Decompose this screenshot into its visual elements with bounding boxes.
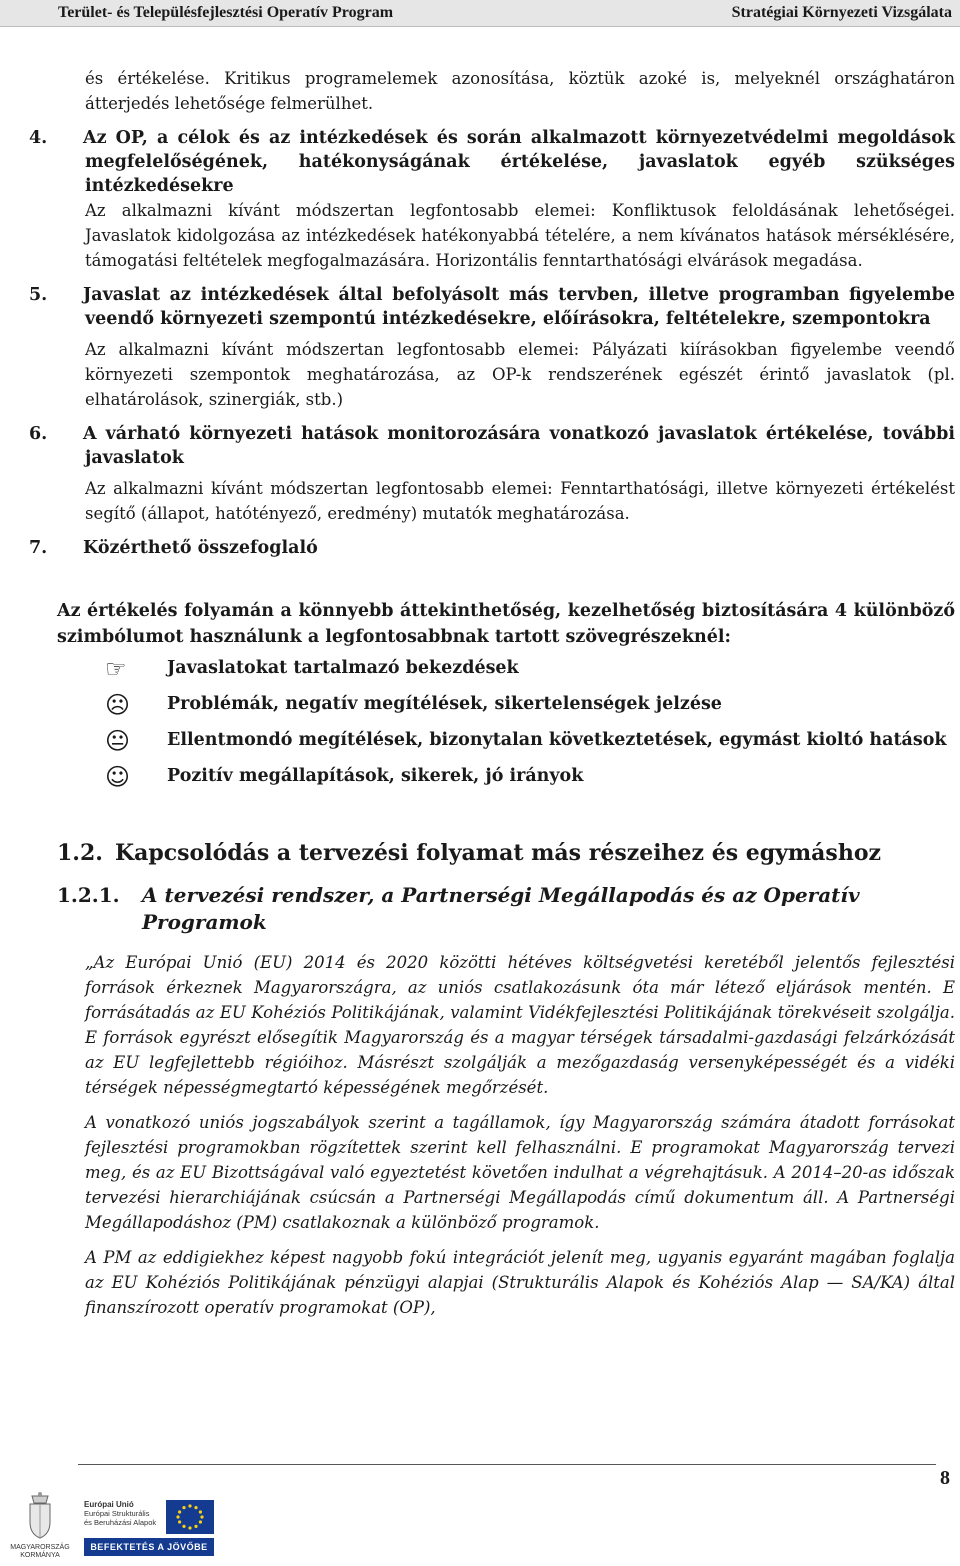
section-title: Kapcsolódás a tervezési folyamat más részeihez és egymáshoz (115, 840, 881, 866)
item-title: A várható környezeti hatások monitorozására vonatkozó javaslatok értékelése, további javaslatok (83, 424, 955, 468)
page-header (0, 0, 960, 27)
quote-paragraph: A vonatkozó uniós jogszabályok szerint a tagállamok, így Magyarország számára átadott forrásokat fejlesztési programokban rögzítettek szerint kell felhasználni. E programokat Magyarország tervezi meg, és az EU Bizottságával való egyeztetést követően indulhat a végrehajtásuk. A 2014–20-as időszak tervezési hierarchiájának csúcsán a Partnerségi Megállapodás című dokumentum áll. A Partnerségi Megállapodáshoz (PM) csatlakoznak a különböző programok. (85, 1113, 955, 1232)
symbol-description: Ellentmondó megítélések, bizonytalan következtetések, egymást kioltó hatások (167, 730, 947, 750)
item-heading (29, 283, 955, 331)
pointing-hand-icon: ☞ (105, 655, 127, 683)
header-document-title: Stratégiai Környezeti Vizsgálata (731, 4, 952, 21)
item-title: Közérthető összefoglaló (83, 538, 318, 558)
investment-banner: BEFEKTETÉS A JÖVŐBE (84, 1538, 214, 1556)
section-heading-1-2-1 (57, 882, 955, 936)
quote-paragraph: „Az Európai Unió (EU) 2014 és 2020 közötti hétéves költségvetési keretéből jelentős fejlesztési források érkeznek Magyarországra, az uniós csatlakozásunk óta már létező eljárások mentén. E forrásátadás az EU Kohéziós Politikájának, valamint Vidékfejlesztési Politikájának törekvéseit szolgálja. E források egyrészt elősegítik Magyarország és a magyar térségek társadalmi-gazdasági felzárkózását az EU legfejlettebb régióihoz. Másrészt szolgálják a mezőgazdaság versenyképességét és a vidéki térségek népességmegtartó képességének megőrzését. (85, 953, 955, 1097)
item-title: Az OP, a célok és az intézkedések és során alkalmazott környezetvédelmi megoldások megfelelőségének, hatékonyságának értékelése, javaslatok egyéb szükséges intézkedésekre (83, 128, 955, 196)
section-title: A tervezési rendszer, a Partnerségi Megállapodás és az Operatív Programok (142, 883, 860, 934)
intro-paragraph: és értékelése. Kritikus programelemek azonosítása, köztük azoké is, melyeknél országhatáron átterjedés lehetősége felmerülhet. (85, 69, 955, 113)
item-heading (29, 126, 955, 198)
quote-paragraph: A PM az eddigiekhez képest nagyobb fokú integrációt jelenít meg, ugyanis egyaránt magában foglalja az EU Kohéziós Politikájának pénzügyi alapjai (Strukturális Alapok és Kohéziós Alap — SA/KA) által finanszírozott operatív programokat (OP), (85, 1248, 955, 1317)
neutral-face-icon: 😐 (105, 727, 131, 755)
footer-divider (78, 1464, 936, 1465)
eu-funds-logo (84, 1500, 214, 1538)
eu-subtitle-2: és Beruházási Alapok (84, 1518, 157, 1527)
symbol-description: Pozitív megállapítások, sikerek, jó irányok (167, 766, 584, 786)
government-label: MAGYARORSZÁG KORMÁNYA (10, 1544, 70, 1559)
symbol-row-positive (57, 762, 955, 792)
section-heading-1-2 (57, 838, 955, 868)
eu-logo-text (84, 1500, 162, 1527)
coat-of-arms-icon (4, 1490, 76, 1544)
list-item-7 (29, 536, 955, 560)
item-body: Az alkalmazni kívánt módszertan legfontosabb elemei: Fenntarthatósági, illetve környezeti értékelést segítő (állapot, hatótényező, eredmény) mutatók meghatározása. (85, 479, 955, 523)
eu-title: Európai Unió (84, 1500, 134, 1509)
section-number: 1.2.1. (57, 883, 120, 907)
symbol-row-contradictory (57, 726, 955, 756)
symbol-row-proposals (57, 654, 955, 684)
section-number: 1.2. (57, 840, 103, 866)
symbol-description: Problémák, negatív megítélések, sikertelenségek jelzése (167, 694, 722, 714)
item-heading (29, 422, 955, 470)
eu-subtitle-1: Európai Strukturális (84, 1509, 150, 1518)
smiley-face-icon: ☺ (105, 763, 131, 791)
eu-flag-icon (166, 1500, 214, 1534)
item-number: 7. (29, 538, 48, 558)
symbols-intro: Az értékelés folyamán a könnyebb áttekinthetőség, kezelhetőség biztosítására 4 különböző szimbólumot használunk a legfontosabbnak tartott szövegrészeknél: (57, 601, 955, 647)
item-number: 6. (29, 424, 48, 444)
page-number: 8 (940, 1467, 950, 1489)
government-logo (4, 1490, 76, 1560)
sad-face-icon: ☹ (105, 691, 131, 719)
list-item-6 (29, 422, 955, 526)
item-title: Javaslat az intézkedések által befolyásolt más tervben, illetve programban figyelembe veendő környezeti szempontú intézkedésekre, előírásokra, feltételekre, szempontokra (83, 285, 955, 329)
item-body: Az alkalmazni kívánt módszertan legfontosabb elemei: Pályázati kiírásokban figyelembe veendő környezeti szempontok meghatározása, az OP-k rendszerének egészét érintő javaslatok (pl. elhatárolások, szinergiák, stb.) (85, 340, 955, 409)
list-item-4 (29, 126, 955, 273)
page-content (29, 66, 955, 1320)
item-number: 5. (29, 285, 48, 305)
item-heading (29, 536, 955, 560)
header-program-title: Terület- és Településfejlesztési Operatív Program (58, 4, 394, 21)
list-item-5 (29, 283, 955, 412)
item-number: 4. (29, 128, 48, 148)
symbol-row-problems (57, 690, 955, 720)
item-body: Az alkalmazni kívánt módszertan legfontosabb elemei: Konfliktusok feloldásának lehetőségei. Javaslatok kidolgozása az intézkedések hatékonyabbá tételére, a nem kívánatos hatások mérséklésére, támogatási feltételek megfogalmazására. Horizontális fenntarthatósági elvárások megadása. (85, 201, 955, 270)
symbol-description: Javaslatokat tartalmazó bekezdések (167, 658, 519, 678)
